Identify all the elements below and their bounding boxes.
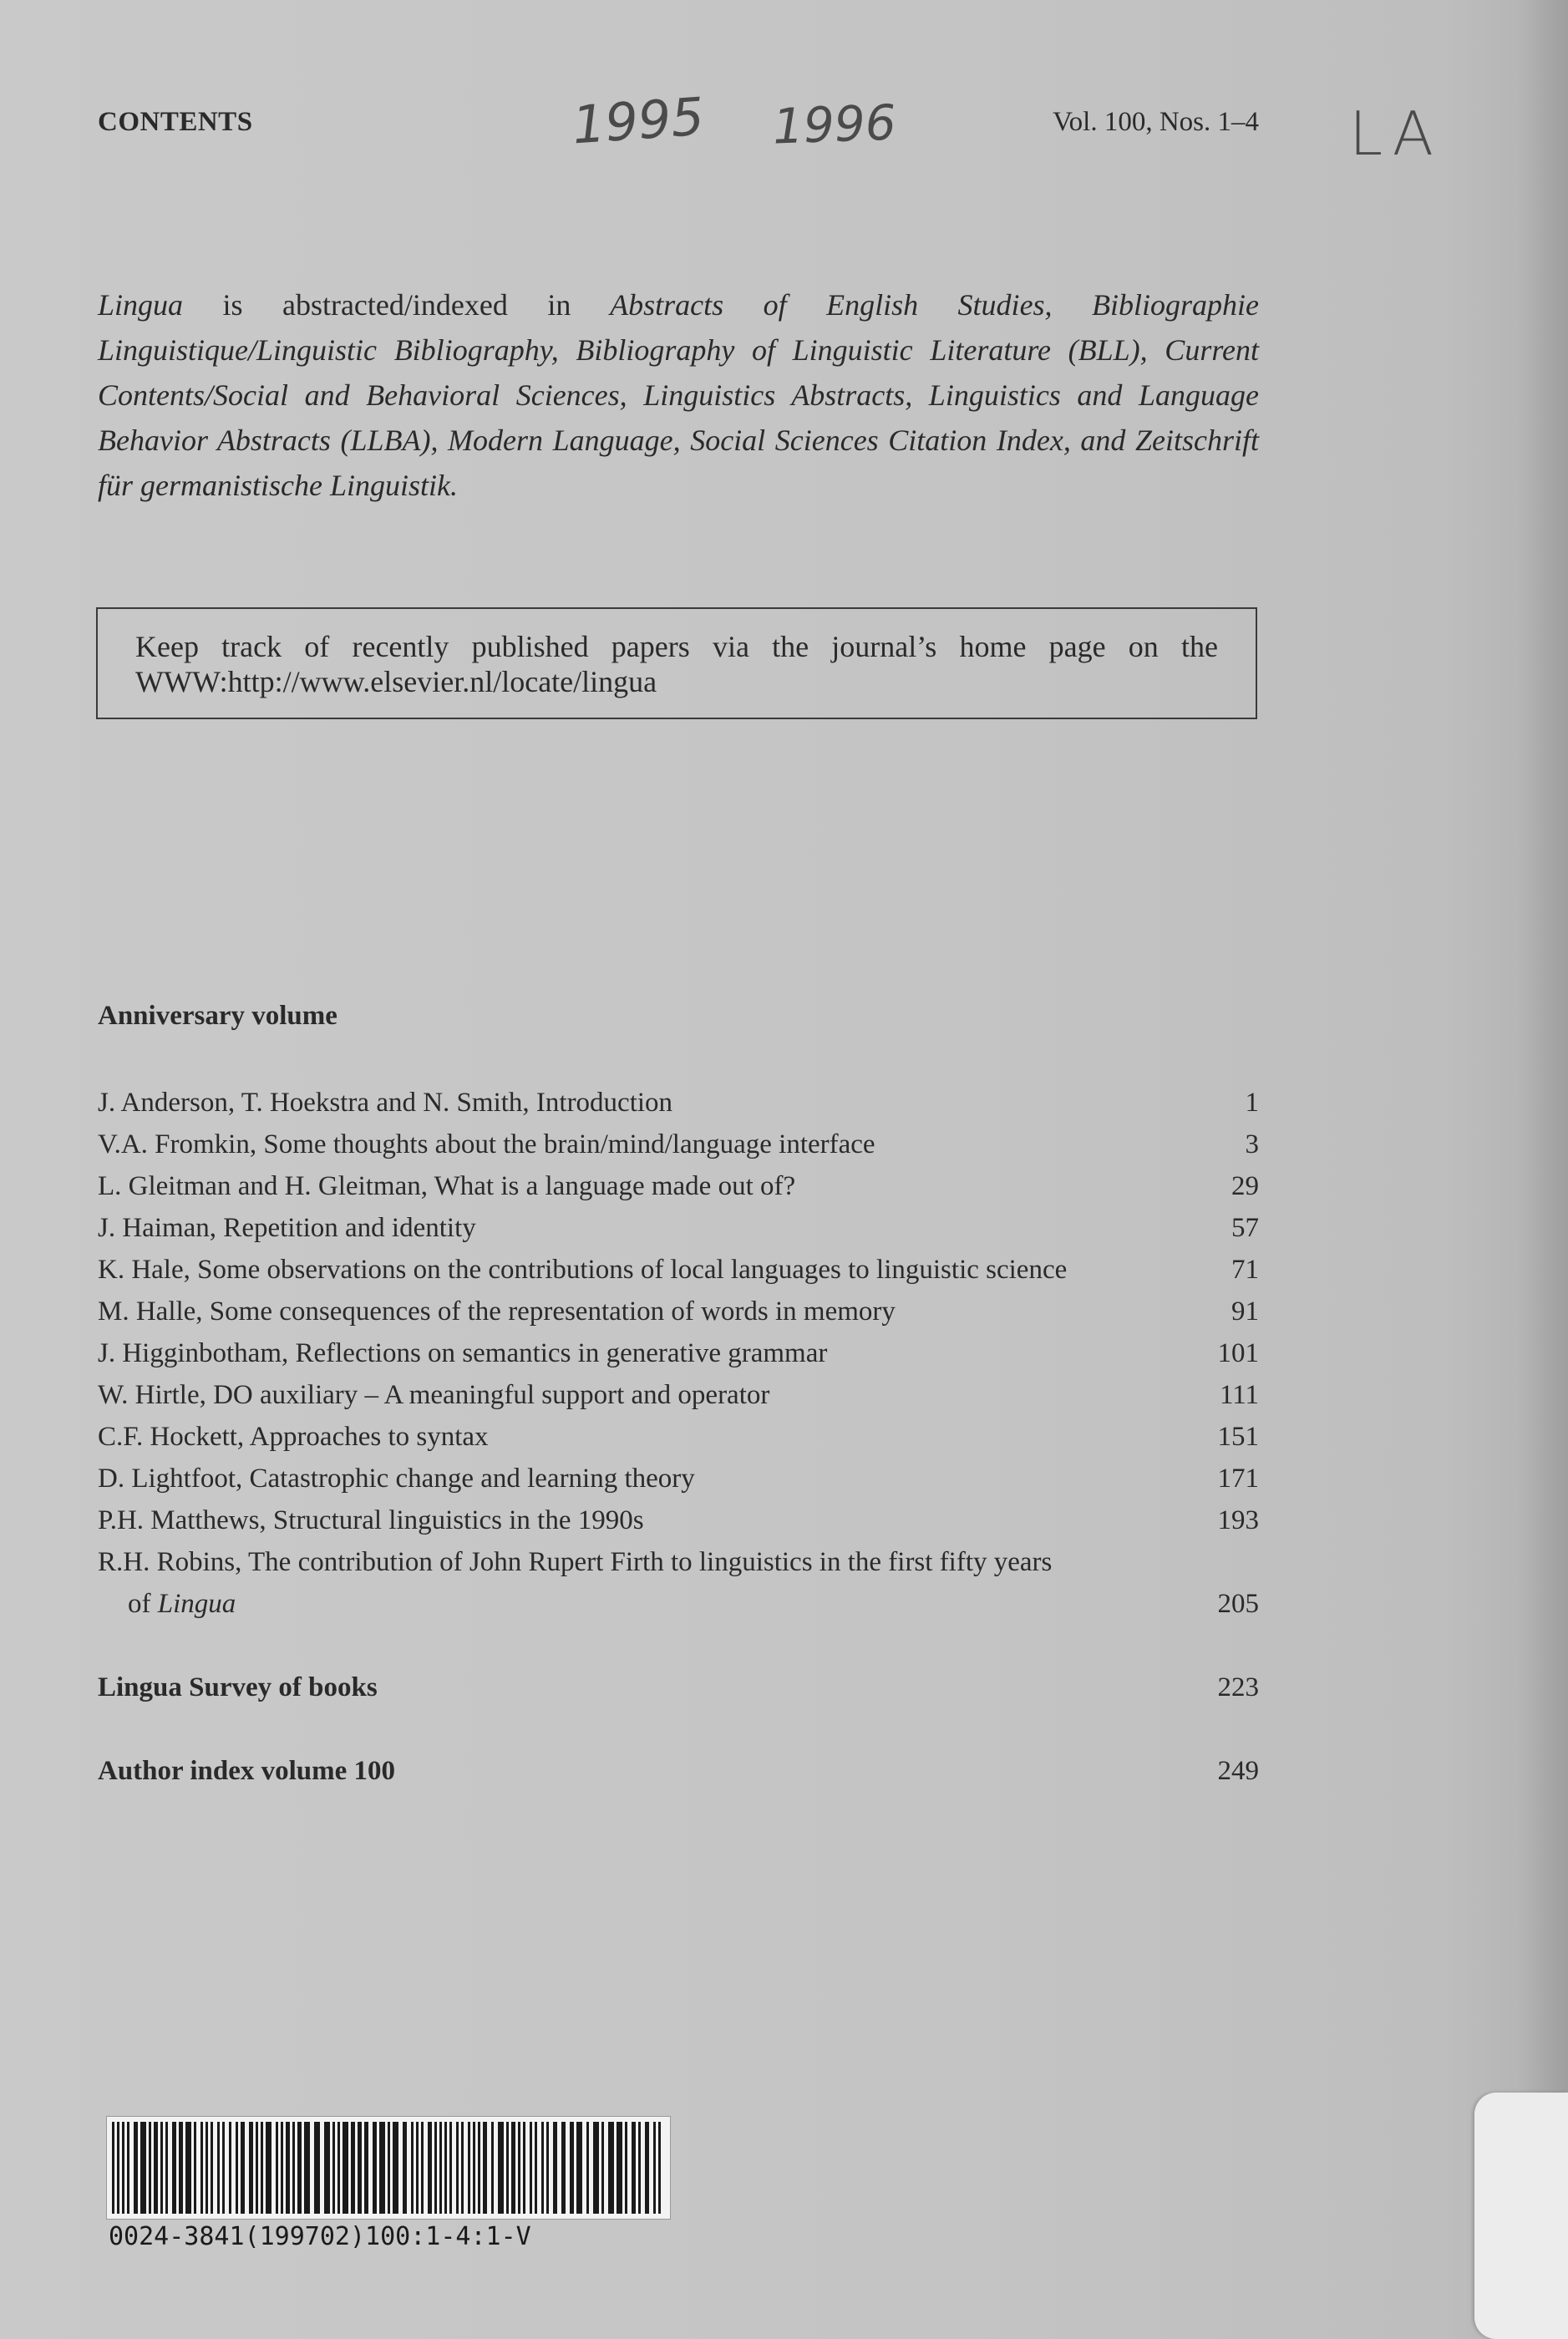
barcode-bar [297, 2122, 302, 2214]
barcode-bar [449, 2122, 452, 2214]
toc-entry-title: P.H. Matthews, Structural linguistics in the 1990s [98, 1505, 644, 1535]
barcode-bar [117, 2122, 119, 2214]
barcode-bar [561, 2122, 566, 2214]
toc-entry [98, 1207, 1259, 1249]
barcode-bar [658, 2122, 661, 2214]
volume-label: Vol. 100, Nos. 1–4 [1053, 107, 1259, 137]
barcode-bar [286, 2122, 290, 2214]
barcode-bar [461, 2122, 464, 2214]
barcode-bar [393, 2122, 398, 2214]
barcode-bar [601, 2122, 604, 2214]
barcode-bar [179, 2122, 183, 2214]
barcode-bar [324, 2122, 330, 2214]
contents-label: CONTENTS [98, 107, 253, 137]
barcode-bar [444, 2122, 447, 2214]
indexing-connector: is abstracted/indexed in [222, 288, 571, 322]
barcode-bar [518, 2122, 520, 2214]
barcode-bar [511, 2122, 515, 2214]
toc-entry-title: V.A. Fromkin, Some thoughts about the brain/mind/language interface [98, 1129, 875, 1159]
handwritten-year-2: 1996 [771, 94, 897, 155]
toc-entry [98, 1541, 1259, 1625]
barcode-bar [127, 2122, 129, 2214]
barcode-bar [256, 2122, 258, 2214]
toc-entry-title [98, 1541, 1184, 1625]
toc-entry-page: 205 [1217, 1589, 1259, 1619]
indexing-statement [98, 282, 1259, 508]
toc-entry-title: C.F. Hockett, Approaches to syntax [98, 1422, 489, 1452]
toc-entry [98, 1332, 1259, 1374]
barcode-bar [134, 2122, 138, 2214]
toc-entry-page: 193 [1217, 1505, 1259, 1535]
barcode-bar [586, 2122, 589, 2214]
table-of-contents [98, 1082, 1259, 1625]
toc-entry-page: 91 [1231, 1296, 1259, 1327]
barcode-bar [546, 2122, 549, 2214]
journal-name: Lingua [98, 288, 184, 322]
barcode-bar [608, 2122, 614, 2214]
barcode-bar [200, 2122, 203, 2214]
barcode-bar [373, 2122, 377, 2214]
barcode-bar [478, 2122, 480, 2214]
home-page-notice [96, 607, 1257, 719]
barcode-number: 0024-3841(199702)100:1-4:1-V [109, 2222, 531, 2251]
handwritten-initials: LA [1349, 99, 1443, 169]
barcode-bar [364, 2122, 368, 2214]
indexing-list: Abstracts of English Studies, Bibliographie Linguistique/Linguistic Bibliography, Bibliography of Linguistic Literature (BLL), Current Contents/Social and Behavioral Sciences, Linguistics Abstracts, Linguistics and Language Behavior Abstracts (LLBA), Modern Language, Social Sciences Citation Index, and Zeitschrift für germanistische Linguistik. [98, 288, 1260, 502]
barcode-bar [140, 2122, 146, 2214]
barcode [106, 2116, 671, 2220]
barcode-bar [428, 2122, 432, 2214]
barcode-bar [304, 2122, 310, 2214]
barcode-bar [292, 2122, 295, 2214]
barcode-bar [236, 2122, 238, 2214]
barcode-bar [434, 2122, 437, 2214]
toc-entry-page: 29 [1231, 1171, 1259, 1201]
survey-title: Lingua Survey of books [98, 1672, 378, 1702]
barcode-bar [653, 2122, 656, 2214]
barcode-bar [149, 2122, 151, 2214]
barcode-bar [154, 2122, 158, 2214]
toc-entry [98, 1291, 1259, 1332]
barcode-bar [211, 2122, 213, 2214]
toc-entry [98, 1249, 1259, 1291]
barcode-bar [617, 2122, 622, 2214]
barcode-bar [523, 2122, 525, 2214]
page-edge-shadow [1518, 0, 1568, 2339]
barcode-bar [249, 2122, 253, 2214]
notice-text: Keep track of recently published papers via the journal’s home page on the WWW:http://www.elsevier.nl/locate/lingua [135, 630, 1218, 698]
toc-entry-page: 171 [1217, 1464, 1259, 1494]
barcode-bar [553, 2122, 557, 2214]
toc-entry-title: J. Anderson, T. Hoekstra and N. Smith, Introduction [98, 1088, 673, 1118]
barcode-bar [416, 2122, 419, 2214]
barcode-bar [645, 2122, 649, 2214]
section-title: Anniversary volume [98, 1001, 337, 1031]
barcode-bar [351, 2122, 355, 2214]
toc-entry [98, 1374, 1259, 1416]
toc-entry-title: D. Lightfoot, Catastrophic change and learning theory [98, 1464, 695, 1494]
barcode-bar [266, 2122, 271, 2214]
barcode-bar [576, 2122, 582, 2214]
barcode-bar [491, 2122, 494, 2214]
toc-entry-title: J. Haiman, Repetition and identity [98, 1213, 476, 1243]
barcode-bar [358, 2122, 362, 2214]
barcode-bar [411, 2122, 414, 2214]
barcode-bar [122, 2122, 124, 2214]
handwritten-year-1: 1995 [570, 85, 707, 156]
toc-entry-page: 111 [1219, 1380, 1259, 1410]
barcode-bar [388, 2122, 390, 2214]
toc-entry [98, 1416, 1259, 1458]
toc-entry-title-prefix: of [128, 1589, 151, 1619]
toc-entry [98, 1165, 1259, 1207]
barcode-bar [483, 2122, 487, 2214]
barcode-bar [632, 2122, 636, 2214]
barcode-bar [172, 2122, 176, 2214]
barcode-bar [261, 2122, 263, 2214]
toc-entry-title: M. Halle, Some consequences of the representation of words in memory [98, 1296, 896, 1327]
barcode-bar [222, 2122, 225, 2214]
toc-entry [98, 1499, 1259, 1541]
barcode-bar [468, 2122, 470, 2214]
barcode-bar [217, 2122, 220, 2214]
barcode-bar [281, 2122, 283, 2214]
barcode-bar [535, 2122, 537, 2214]
barcode-bar [276, 2122, 278, 2214]
toc-entry-page: 151 [1217, 1422, 1259, 1452]
author-index-entry [98, 1750, 1259, 1792]
toc-entry-title: K. Hale, Some observations on the contributions of local languages to linguistic science [98, 1255, 1068, 1285]
barcode-bar [194, 2122, 196, 2214]
barcode-bar [498, 2122, 504, 2214]
author-index-page: 249 [1217, 1756, 1259, 1786]
barcode-bar [379, 2122, 385, 2214]
barcode-bar [456, 2122, 459, 2214]
toc-entry-page: 3 [1245, 1129, 1259, 1159]
toc-entry-page: 101 [1217, 1338, 1259, 1368]
barcode-bar [541, 2122, 544, 2214]
barcode-bar [314, 2122, 320, 2214]
barcode-bar [229, 2122, 231, 2214]
barcode-bar [593, 2122, 599, 2214]
toc-entry-title-line1: R.H. Robins, The contribution of John Rupert Firth to linguistics in the first fifty years [98, 1547, 1053, 1577]
barcode-bar [570, 2122, 574, 2214]
barcode-bars [107, 2117, 670, 2219]
barcode-bar [473, 2122, 475, 2214]
barcode-bar [337, 2122, 340, 2214]
survey-page: 223 [1217, 1672, 1259, 1702]
barcode-bar [421, 2122, 424, 2214]
barcode-bar [206, 2122, 208, 2214]
barcode-bar [439, 2122, 442, 2214]
barcode-bar [165, 2122, 168, 2214]
toc-entry [98, 1082, 1259, 1124]
toc-entry-page: 1 [1245, 1088, 1259, 1118]
barcode-bar [160, 2122, 163, 2214]
toc-entry-title: W. Hirtle, DO auxiliary – A meaningful support and operator [98, 1380, 770, 1410]
toc-entry-title-journal: Lingua [157, 1589, 236, 1619]
barcode-bar [638, 2122, 641, 2214]
survey-entry [98, 1667, 1259, 1708]
toc-entry-page: 57 [1231, 1213, 1259, 1243]
barcode-bar [343, 2122, 348, 2214]
barcode-bar [625, 2122, 627, 2214]
barcode-bar [332, 2122, 335, 2214]
barcode-bar [112, 2122, 114, 2214]
barcode-bar [241, 2122, 245, 2214]
toc-entry-title: L. Gleitman and H. Gleitman, What is a language made out of? [98, 1171, 796, 1201]
toc-entry [98, 1124, 1259, 1165]
toc-entry-title: J. Higginbotham, Reflections on semantics in generative grammar [98, 1338, 828, 1368]
barcode-bar [185, 2122, 191, 2214]
toc-entry [98, 1458, 1259, 1499]
page-tab [1474, 2093, 1568, 2339]
barcode-bar [403, 2122, 407, 2214]
barcode-bar [530, 2122, 532, 2214]
toc-entry-title-line2 [98, 1583, 1184, 1625]
barcode-bar [506, 2122, 509, 2214]
toc-entry-page: 71 [1231, 1255, 1259, 1285]
author-index-title: Author index volume 100 [98, 1756, 396, 1786]
